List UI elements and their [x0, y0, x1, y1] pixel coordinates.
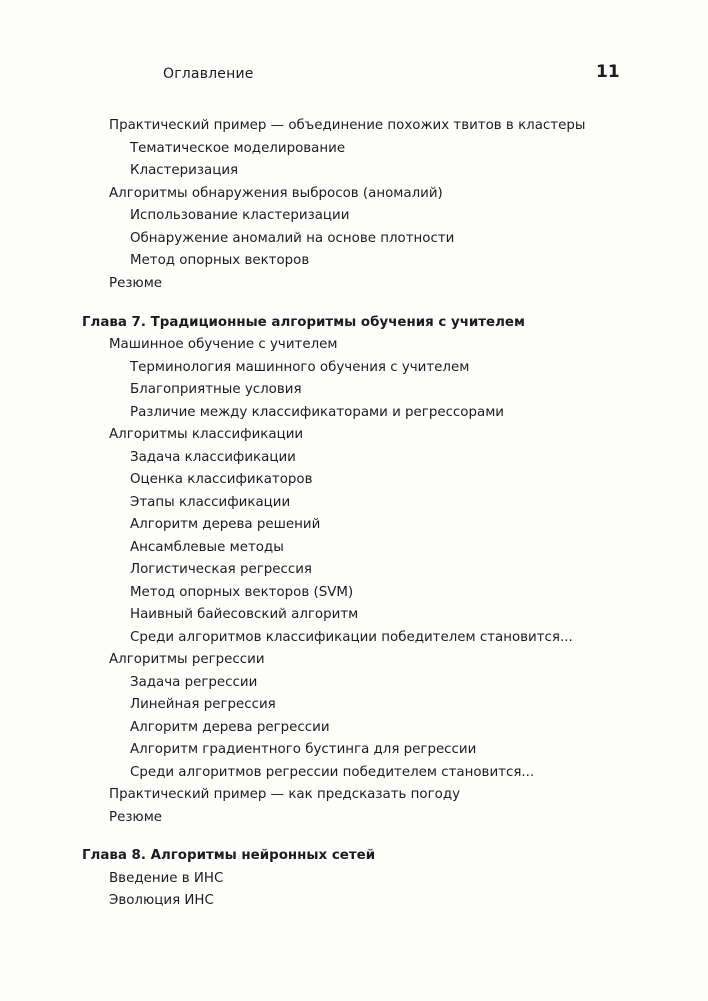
toc-entry-title: Метод опорных векторов (SVM) [130, 585, 356, 600]
running-header [0, 62, 708, 86]
toc-entry-title: Ансамблевые методы [130, 540, 287, 555]
toc-entry-title: Линейная регрессия [130, 697, 279, 712]
toc-entry-title: Алгоритм дерева решений [130, 517, 323, 532]
toc-chapter-title: Глава 7. Традиционные алгоритмы обучения с учителем [82, 315, 528, 330]
toc-entry-title: Терминология машинного обучения с учителем [130, 360, 472, 375]
toc-entry-title: Алгоритм дерева регрессии [130, 720, 333, 735]
toc-entry-title: Машинное обучение с учителем [109, 337, 340, 352]
toc-entry-title: Алгоритмы обнаружения выбросов (аномалий) [109, 186, 446, 201]
toc-entry-title: Резюме [109, 276, 165, 291]
header-title: Оглавление [163, 66, 254, 82]
toc-entry-title: Благоприятные условия [130, 382, 305, 397]
toc-entry-title: Использование кластеризации [130, 208, 352, 223]
toc-entry-title: Кластеризация [130, 163, 241, 178]
toc-entry-title: Этапы классификации [130, 495, 293, 510]
toc-entry-title: Среди алгоритмов регрессии победителем становится... [130, 765, 537, 780]
toc-entry-title: Практический пример — объединение похожих твитов в кластеры [109, 118, 588, 133]
toc-entry-title: Алгоритм градиентного бустинга для регрессии [130, 742, 479, 757]
toc-entry-title: Эволюция ИНС [109, 893, 217, 908]
toc-entry-title: Алгоритмы классификации [109, 427, 306, 442]
toc-entry-title: Различие между классификаторами и регрессорами [130, 405, 507, 420]
toc-entry-title: Наивный байесовский алгоритм [130, 607, 361, 622]
toc-entry-title: Введение в ИНС [109, 871, 226, 886]
toc-entry-title: Резюме [109, 810, 165, 825]
toc-entry-title: Среди алгоритмов классификации победителем становится... [130, 630, 576, 645]
toc-entry-title: Практический пример — как предсказать погоду [109, 787, 463, 802]
toc-entry-title: Логистическая регрессия [130, 562, 315, 577]
toc-entry-title: Алгоритмы регрессии [109, 652, 268, 667]
toc-entry-title: Метод опорных векторов [130, 253, 312, 268]
toc-entry-title: Тематическое моделирование [130, 141, 348, 156]
toc-entry-title: Оценка классификаторов [130, 472, 316, 487]
toc-entry-title: Обнаружение аномалий на основе плотности [130, 231, 457, 246]
toc-chapter-title: Глава 8. Алгоритмы нейронных сетей [82, 848, 378, 863]
toc-entry-title: Задача регрессии [130, 675, 260, 690]
page-number: 11 [596, 62, 620, 82]
toc-entry-title: Задача классификации [130, 450, 299, 465]
